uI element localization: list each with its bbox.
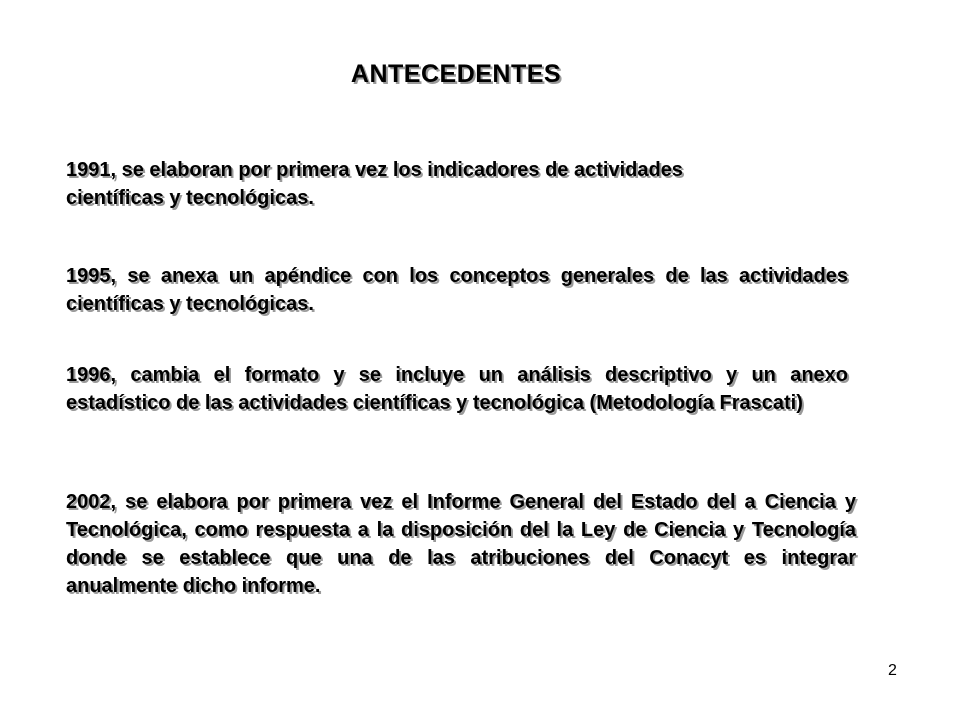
page-number: 2 <box>888 662 897 679</box>
paragraph-1995: 1995, se anexa un apéndice con los conceptos generales de las actividades científicas y tecnológicas. <box>66 265 848 315</box>
paragraph-2002: 2002, se elabora por primera vez el Informe General del Estado del a Ciencia y Tecnológica, como respuesta a la disposición del la Ley de Ciencia y Tecnología donde se establece que una de las atribuciones del Conacyt es integrar anualmente dicho informe. <box>66 491 856 597</box>
paragraph-1991: 1991, se elaboran por primera vez los indicadores de actividades científicas y tecnológicas. <box>66 159 683 209</box>
slide-title: ANTECEDENTES <box>350 60 562 88</box>
paragraph-1996: 1996, cambia el formato y se incluye un análisis descriptivo y un anexo estadístico de las actividades científicas y tecnológica (Metodología Frascati) <box>66 364 848 414</box>
